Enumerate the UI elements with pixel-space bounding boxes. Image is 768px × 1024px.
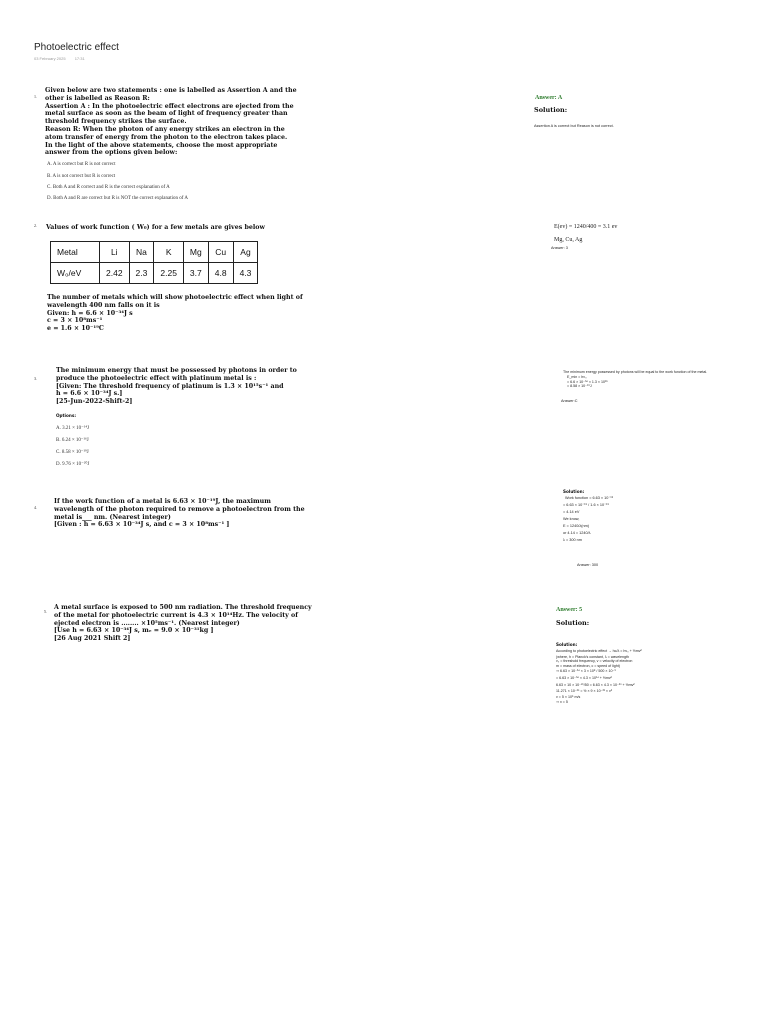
q4-solution-line: λ = 300 nm [563, 538, 582, 542]
q4-solution-line: = 6.63 × 10⁻¹⁹ / 1.6 × 10⁻¹⁹ [563, 503, 609, 507]
q5-solution-line: According to photoelectric effect → hc/λ = hν₀ + ½mv² [556, 649, 642, 653]
q5-text [54, 604, 354, 643]
q2-number: 2. [34, 223, 37, 228]
q4-solution-label: Solution: [563, 489, 585, 494]
table-cell: 4.8 [208, 263, 233, 284]
q5-solution [556, 648, 761, 704]
q3-line: produce the photoelectric effect with platinum metal is : [56, 374, 257, 382]
table-cell: 4.3 [233, 263, 258, 284]
table-cell: 3.7 [183, 263, 208, 284]
table-cell: Ag [233, 242, 258, 263]
date-text: 03 February 2025 [34, 56, 66, 61]
page-date [34, 56, 85, 61]
q1-line: other is labelled as Reason R: [45, 94, 150, 102]
q1-line: metal surface as soon as the beam of light of frequency greater than [45, 110, 288, 118]
q5-solution-line: 11.271 × 10⁻²⁰ = ½ × 9 × 10⁻³¹ × v² [556, 689, 613, 694]
q2-line: c = 3 × 10⁸ms⁻¹ [47, 317, 103, 325]
q5-solution-sublabel: Solution: [556, 642, 578, 647]
q2-text [47, 294, 347, 333]
q2-metals: Mg, Cu, Ag [554, 237, 583, 243]
table-header-row [51, 242, 258, 263]
q3-option-d: D. 9.76 × 10⁻²⁰J [56, 462, 90, 467]
q2-equation: E(ev) = 1240/400 = 3.1 ev [554, 224, 618, 230]
q1-number: 1. [34, 94, 37, 99]
page-title: Photoelectric effect [34, 42, 119, 53]
q3-option-b: B. 6.24 × 10⁻¹⁶J [56, 438, 89, 443]
table-cell: 2.3 [129, 263, 154, 284]
q1-option-b: B. A is not correct but R is correct [47, 174, 116, 179]
q3-options-label: Options: [56, 413, 77, 418]
table-cell: Na [129, 242, 154, 263]
q4-line: metal is___ nm. (Nearest integer) [54, 513, 171, 521]
q5-line: of the metal for photoelectric current is 4.3 × 10¹⁴Hz. The velocity of [54, 611, 298, 619]
q5-line: A metal surface is exposed to 500 nm radiation. The threshold frequency [54, 604, 312, 611]
q3-line: h = 6.6 × 10⁻³⁴J s.] [56, 390, 123, 398]
table-cell: 2.25 [154, 263, 184, 284]
q3-solution [563, 370, 768, 389]
q5-line: ejected electron is ........ ×10⁵ms⁻¹. (Nearest integer) [54, 619, 240, 627]
q3-number: 3. [34, 376, 37, 381]
q5-solution-line: m = mass of electron, c = speed of light) [556, 663, 620, 668]
table-cell: Mg [183, 242, 208, 263]
q3-option-a: A. 3.21 × 10⁻¹⁴J [56, 426, 90, 431]
q1-line: Assertion A : In the photoelectric effect electrons are ejected from the [45, 102, 294, 110]
q1-option-c: C. Both A and R correct and R is the correct explanation of A [47, 185, 170, 190]
q4-solution-line: = 4.14 eV [563, 510, 580, 514]
q3-solution-line: = 6.6 × 10⁻³⁴ × 1.3 × 10¹⁵ [567, 379, 608, 384]
q4-solution-line: We know, [563, 517, 580, 521]
q4-line: [Given : h = 6.63 × 10⁻³⁴J s, and c = 3 × 10⁸ms⁻¹ ] [54, 521, 230, 529]
q4-solution-line: Work function = 6.63 × 10⁻¹⁹ [565, 496, 614, 500]
q3-line: [Given: The threshold frequency of platinum is 1.3 × 10¹⁵s⁻¹ and [56, 382, 284, 390]
q1-answer: Answer: A [535, 95, 563, 101]
q1-solution-label: Solution: [534, 106, 568, 114]
q4-answer: Answer: 300 [577, 563, 599, 567]
table-cell: Li [100, 242, 130, 263]
q3-option-c: C. 8.58 × 10⁻¹⁹J [56, 450, 89, 455]
table-cell: Cu [208, 242, 233, 263]
q2-line: e = 1.6 × 10⁻¹⁹C [47, 325, 104, 333]
q2-line: Given: h = 6.6 × 10⁻³⁴J s [47, 309, 133, 317]
q2-line: wavelength 400 nm falls on it is [47, 301, 160, 309]
q5-answer: Answer: 5 [556, 607, 583, 613]
q5-solution-line: = 6.63 × 10⁻³⁴ × 4.3 × 10¹⁴ + ½mv² [556, 675, 612, 680]
q3-line: [25-Jun-2022-Shift-2] [56, 398, 133, 406]
q5-solution-line: v = 5 × 10⁵ m/s [556, 695, 581, 700]
q1-line: threshold frequency strikes the surface. [45, 118, 187, 126]
q5-solution-line: ⇒ x = 5 [556, 699, 568, 704]
table-cell: 2.42 [100, 263, 130, 284]
table-cell: Metal [51, 242, 100, 263]
q5-line: [Use h = 6.63 × 10⁻³⁴J s, mₑ = 9.0 × 10⁻³¹kg ] [54, 627, 214, 635]
q3-solution-line: The minimum energy possessed by photons will be equal to the work function of the metal. [563, 370, 708, 374]
table-row [51, 263, 258, 284]
q4-solution-line: E = 1240/λ(nm) [563, 524, 590, 528]
q2-intro: Values of work function ( W₀) for a few metals are gives below [46, 224, 265, 231]
q2-answer: Answer: 3 [551, 246, 568, 250]
q1-line: atom transfer of energy from the photon to the electron takes place. [45, 133, 288, 141]
q1-line: answer from the options given below: [45, 149, 178, 157]
table-cell: W₀/eV [51, 263, 100, 284]
q3-line: The minimum energy that must be possessed by photons in order to [56, 367, 297, 374]
q1-line: In the light of the above statements, choose the most appropriate [45, 141, 278, 149]
q3-solution-line: = 8.58 × 10⁻¹⁹J [567, 384, 592, 389]
q1-option-a: A. A is correct but R is not correct [47, 162, 116, 167]
q5-solution-line: ⇒ 6.63 × 10⁻³⁴ × 3 × 10⁸ / 500 × 10⁻⁹ [556, 669, 616, 674]
work-function-table [50, 241, 258, 284]
q4-line: If the work function of a metal is 6.63 × 10⁻¹⁹J, the maximum [54, 498, 271, 505]
q3-text [56, 367, 356, 406]
q3-solution-line: E_min = hν₀ [567, 374, 587, 379]
q1-line: Reason R: When the photon of any energy strikes an electron in the [45, 125, 285, 133]
q4-number: 4. [34, 505, 37, 510]
q5-solution-line: ν₀ = threshold frequency, v = velocity of electron [556, 659, 633, 664]
q4-line: wavelength of the photon required to remove a photoelectron from the [54, 505, 305, 513]
q5-line: [26 Aug 2021 Shift 2] [54, 635, 131, 643]
table-cell: K [154, 242, 184, 263]
q5-solution-line: (where, h = Planck's constant, λ = wavelength [556, 654, 629, 659]
q2-line: The number of metals which will show photoelectric effect when light of [47, 294, 303, 301]
q4-solution-line: or 4.14 = 1240/λ [563, 531, 591, 535]
q1-text [45, 87, 345, 157]
q5-number: 5. [44, 609, 47, 614]
q5-solution-label: Solution: [556, 619, 590, 627]
q4-solution [563, 495, 613, 544]
q1-solution-text: Assertion A is correct but Reason is not correct. [534, 124, 614, 128]
q3-answer: Answer:C [561, 399, 578, 403]
time-text: 17:31 [74, 56, 85, 61]
q1-line: Given below are two statements : one is labelled as Assertion A and the [45, 87, 297, 94]
q4-text [54, 498, 354, 529]
q1-option-d: D. Both A and R are correct but R is NOT the correct explanation of A [47, 196, 188, 201]
q5-solution-line: 6.63 × 10 × 10⁻²⁰/50 = 6.63 × 4.3 × 10⁻²⁰ + ½mv² [556, 682, 635, 687]
